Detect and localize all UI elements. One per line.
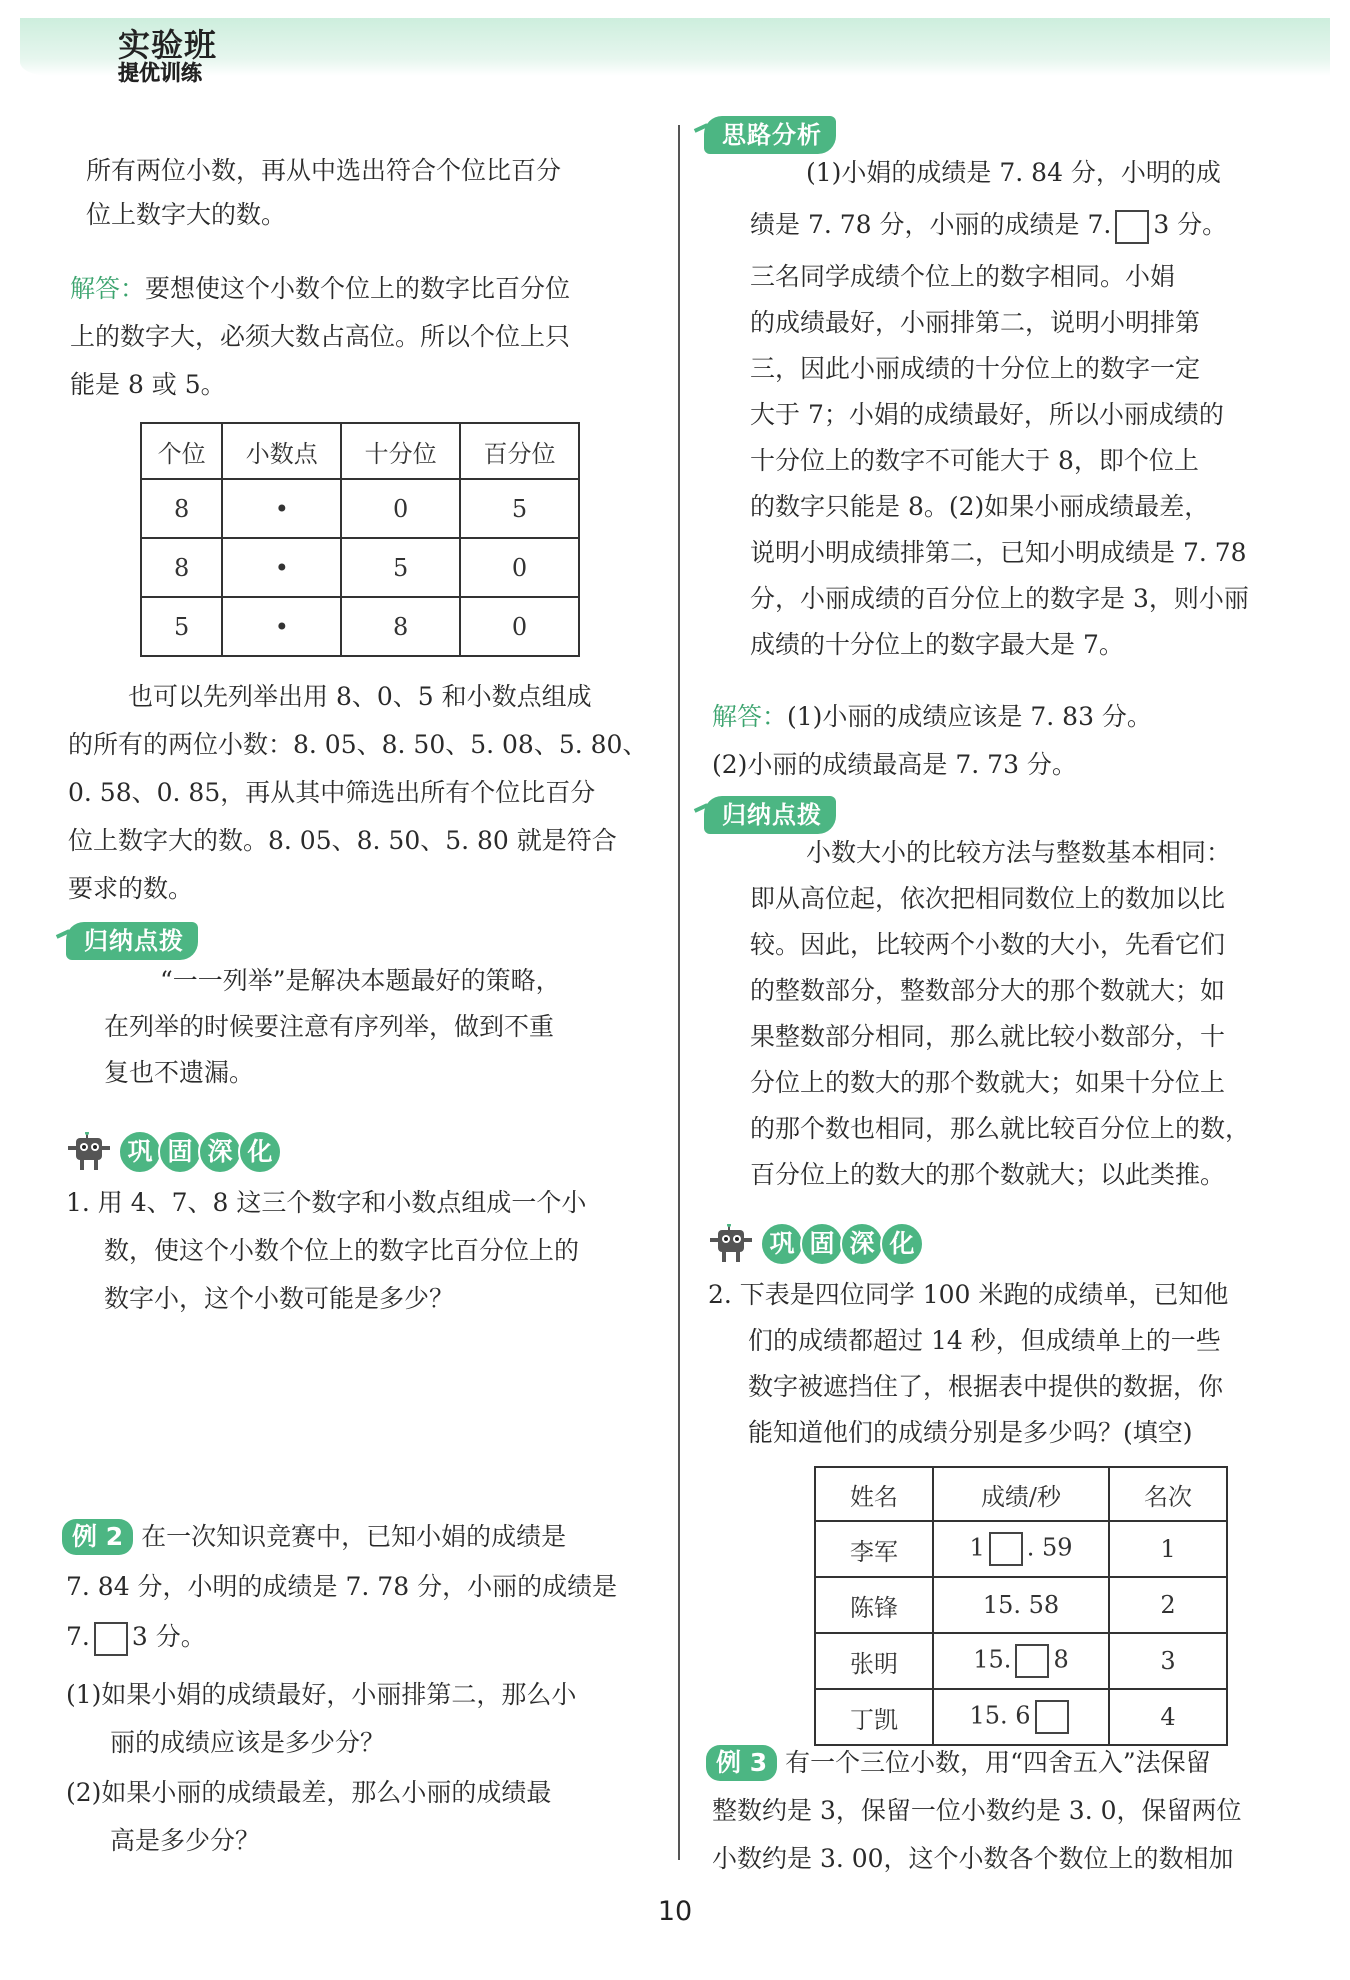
example-2-q1-line-1: (1)如果小娟的成绩最好，小丽排第二，那么小 [66,1680,577,1709]
left-summary-line-2: 在列举的时候要注意有序列举，做到不重 [104,1012,555,1041]
blank-box [1015,1644,1049,1678]
section-char: 巩 [760,1222,804,1266]
example-3-line-1 [706,1740,1211,1786]
section-char: 固 [158,1130,202,1174]
score-part: 15. 58 [982,1591,1060,1619]
score-table [814,1466,1228,1746]
question-1-line-2: 数，使这个小数个位上的数字比百分位上的 [104,1236,580,1265]
analysis-line-11: 成绩的十分位上的数字最大是 7。 [750,630,1124,659]
summary-line-2: 即从高位起，依次把相同数位上的数加以比 [750,884,1226,913]
table-header-cell: 个位 [141,423,222,479]
summary-tag-left: 归纳点拨 [66,922,198,960]
section-char: 深 [198,1130,242,1174]
left-summary-line-1: “一一列举”是解决本题最好的策略， [160,966,561,995]
section-char: 化 [880,1222,924,1266]
right-answer-line-2: (2)小丽的成绩最高是 7. 73 分。 [712,750,1077,779]
table-header-cell: 成绩/秒 [933,1467,1109,1521]
example-2-badge: 例 2 [62,1519,133,1555]
summary-line-3: 较。因此，比较两个小数的大小，先看它们 [750,930,1226,959]
section-header-consolidate-right [708,1222,920,1266]
student-name: 陈锋 [815,1577,933,1633]
table-cell: • [222,597,341,656]
analysis-suffix: 3 分。 [1153,210,1228,239]
left-intro-line-1: 所有两位小数，再从中选出符合个位比百分 [86,156,562,185]
example-2-q2-line-1: (2)如果小丽的成绩最差，那么小丽的成绩最 [66,1778,552,1807]
question-1-line-3: 数字小，这个小数可能是多少？ [104,1284,455,1313]
robot-icon [708,1224,756,1264]
table-cell: 8 [141,479,222,538]
brand-logo [118,28,217,84]
example-2-line-1 [62,1514,566,1560]
analysis-line-5: 三，因此小丽成绩的十分位上的数字一定 [750,354,1201,383]
question-2-line-2: 们的成绩都超过 14 秒，但成绩单上的一些 [748,1326,1221,1355]
table-header-row [815,1467,1227,1521]
table-header-row [141,423,579,479]
summary-line-6: 分位上的数大的那个数就大；如果十分位上 [750,1068,1226,1097]
analysis-line-9: 说明小明成绩排第二，已知小明成绩是 7. 78 [750,538,1247,567]
table-cell: 0 [460,597,579,656]
left-summary-line-3: 复也不遗漏。 [104,1058,255,1087]
student-score [933,1577,1109,1633]
example-2-line-2: 7. 84 分，小明的成绩是 7. 78 分，小丽的成绩是 [66,1572,618,1601]
section-char: 巩 [118,1130,162,1174]
table-cell: 5 [460,479,579,538]
example-3-badge: 例 3 [706,1745,777,1781]
table-header-cell: 十分位 [341,423,460,479]
question-1-line-1: 1. 用 4、7、8 这三个数字和小数点组成一个小 [66,1188,587,1217]
left-intro-line-2: 位上数字大的数。 [86,200,287,229]
table-row [141,538,579,597]
analysis-line-7: 十分位上的数字不可能大于 8，即个位上 [750,446,1199,475]
analysis-line-2 [750,202,1227,248]
digit-table [140,422,580,657]
table-row [141,479,579,538]
table-header-cell: 姓名 [815,1467,933,1521]
question-2-line-1: 2. 下表是四位同学 100 米跑的成绩单，已知他 [708,1280,1229,1309]
student-score [933,1521,1109,1577]
section-char: 深 [840,1222,884,1266]
answer-text: 要想使这个小数个位上的数字比百分位 [145,274,571,303]
table-cell: 5 [141,597,222,656]
score-part: 1 [969,1533,985,1562]
student-rank: 3 [1109,1633,1227,1689]
left-answer-line-2: 上的数字大，必须大数占高位。所以个位上只 [70,322,571,351]
student-rank: 4 [1109,1689,1227,1745]
analysis-line-1: (1)小娟的成绩是 7. 84 分，小明的成 [806,158,1221,187]
analysis-tag: 思路分析 [704,116,836,154]
column-divider [678,125,680,1860]
table-header-cell: 小数点 [222,423,341,479]
table-row [815,1577,1227,1633]
summary-tag-right: 归纳点拨 [704,796,836,834]
student-name: 张明 [815,1633,933,1689]
example-2-line-3 [66,1614,206,1660]
left-answer-line-1 [70,266,570,312]
student-rank: 1 [1109,1521,1227,1577]
table-header-cell: 名次 [1109,1467,1227,1521]
table-cell: 0 [341,479,460,538]
analysis-line-8: 的数字只能是 8。(2)如果小丽成绩最差， [750,492,1210,521]
summary-line-5: 果整数部分相同，那么就比较小数部分，十 [750,1022,1226,1051]
blank-box [94,1622,128,1656]
left-alt-line-3: 0. 58、0. 85，再从其中筛选出所有个位比百分 [68,778,596,807]
blank-box [1115,210,1149,244]
score-part: 8 [1053,1645,1069,1674]
left-alt-line-2: 的所有的两位小数：8. 05、8. 50、5. 08、5. 80、 [68,730,648,759]
example-2-q2-line-2: 高是多少分？ [110,1826,261,1855]
student-score [933,1633,1109,1689]
table-cell: 8 [141,538,222,597]
left-alt-line-5: 要求的数。 [68,874,194,903]
analysis-line-4: 的成绩最好，小丽排第二，说明小明排第 [750,308,1201,337]
example-2-q1-line-2: 丽的成绩应该是多少分？ [110,1728,386,1757]
brand-title: 实验班 [118,26,218,64]
student-score [933,1689,1109,1745]
robot-icon [66,1132,114,1172]
analysis-prefix: 绩是 7. 78 分，小丽的成绩是 7. [750,210,1112,239]
answer-text: (1)小丽的成绩应该是 7. 83 分。 [787,702,1152,731]
table-row [815,1689,1227,1745]
summary-line-1: 小数大小的比较方法与整数基本相同： [806,838,1232,867]
table-cell: 8 [341,597,460,656]
student-name: 丁凯 [815,1689,933,1745]
section-char: 化 [238,1130,282,1174]
section-title [118,1130,278,1174]
blank-box [989,1532,1023,1566]
example-3-line-3: 小数约是 3. 00，这个小数各个数位上的数相加 [712,1844,1234,1873]
left-alt-line-4: 位上数字大的数。8. 05、8. 50、5. 80 就是符合 [68,826,617,855]
answer-label: 解答： [712,702,788,731]
summary-line-7: 的那个数也相同，那么就比较百分位上的数， [750,1114,1251,1143]
answer-label: 解答： [70,274,146,303]
analysis-line-6: 大于 7；小娟的成绩最好，所以小丽成绩的 [750,400,1224,429]
table-cell: • [222,479,341,538]
page-number: 10 [657,1896,693,1927]
blank-box [1035,1700,1069,1734]
table-row [815,1521,1227,1577]
score-part: 15. 6 [969,1701,1031,1730]
analysis-line-3: 三名同学成绩个位上的数字相同。小娟 [750,262,1176,291]
score-part: . 59 [1026,1533,1073,1562]
summary-line-4: 的整数部分，整数部分大的那个数就大；如 [750,976,1226,1005]
summary-line-8: 百分位上的数大的那个数就大；以此类推。 [750,1160,1226,1189]
score-part: 15. [973,1645,1012,1674]
analysis-line-10: 分，小丽成绩的百分位上的数字是 3，则小丽 [750,584,1249,613]
ex2-prefix: 7. [66,1622,90,1651]
table-row [815,1633,1227,1689]
table-row [141,597,579,656]
table-cell: 0 [460,538,579,597]
right-answer-line-1 [712,694,1152,740]
example-2-text: 在一次知识竞赛中，已知小娟的成绩是 [141,1522,567,1551]
example-3-text: 有一个三位小数，用“四舍五入”法保留 [785,1748,1211,1777]
section-header-consolidate-left [66,1130,278,1174]
section-char: 固 [800,1222,844,1266]
student-name: 李军 [815,1521,933,1577]
table-cell: 5 [341,538,460,597]
left-alt-line-1: 也可以先列举出用 8、0、5 和小数点组成 [128,682,592,711]
left-answer-line-3: 能是 8 或 5。 [70,370,226,399]
question-2-line-4: 能知道他们的成绩分别是多少吗？(填空) [748,1418,1193,1447]
student-rank: 2 [1109,1577,1227,1633]
example-3-line-2: 整数约是 3，保留一位小数约是 3. 0，保留两位 [712,1796,1242,1825]
ex2-suffix: 3 分。 [131,1622,206,1651]
brand-subtitle: 提优训练 [118,61,202,85]
table-cell: • [222,538,341,597]
table-header-cell: 百分位 [460,423,579,479]
question-2-line-3: 数字被遮挡住了，根据表中提供的数据，你 [748,1372,1224,1401]
section-title [760,1222,920,1266]
